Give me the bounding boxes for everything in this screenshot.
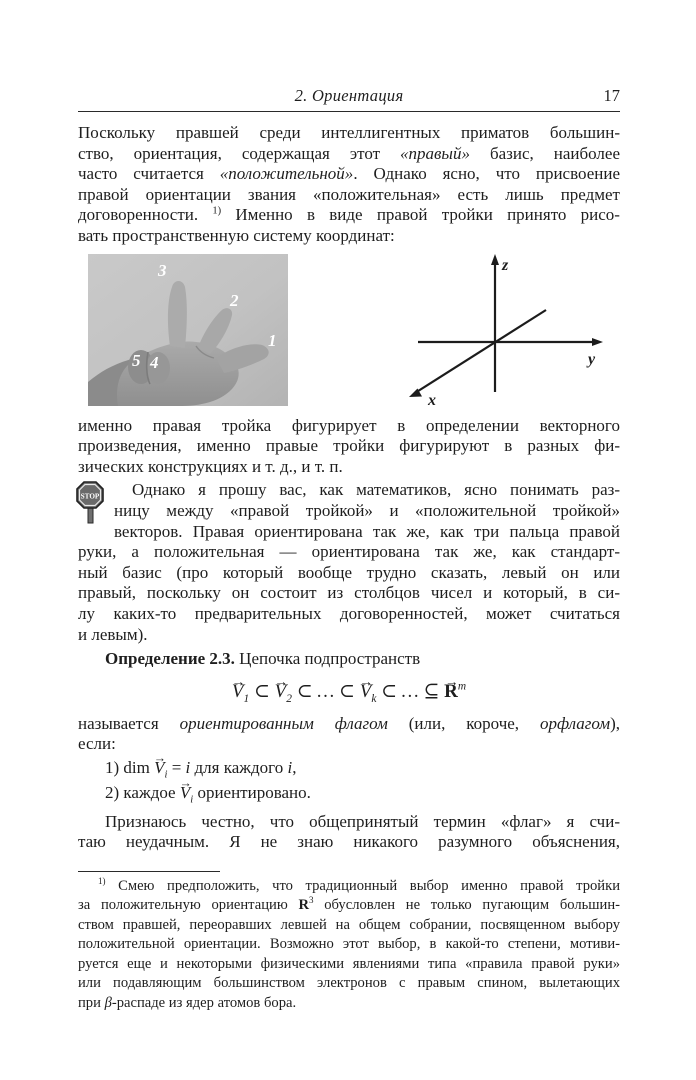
label-ring-finger: 4 (150, 352, 159, 372)
paragraph-right-triple (78, 416, 620, 478)
text-line: или подавляющим большинством электронов с правым спином, вылетающих (78, 975, 620, 992)
stop-sign-icon (75, 481, 105, 529)
label-thumb: 1 (268, 330, 277, 350)
paragraph-intro (78, 123, 620, 247)
paragraph-warning-lines (78, 480, 620, 645)
text-line: при β-распаде из ядер атомов бора. (78, 994, 297, 1011)
text-line: вать пространственную систему координат: (78, 225, 395, 245)
text-line: если: (78, 734, 116, 754)
coordinate-axes-figure (400, 250, 615, 410)
text-line: ный базис (про который вообще трудно сказать, левый он или (78, 562, 620, 582)
text-line: правый, поскольку он состоит из столбцов чисел и который, в си- (78, 583, 620, 603)
text-line: зических конструкциях и т. д., и т. п. (78, 456, 343, 476)
text-line: руки, а положительная — ориентирована так же, как стандарт- (78, 542, 620, 562)
text-line: Определение 2.3. Цепочка подпространств (105, 649, 421, 669)
y-axis-label: y (588, 350, 596, 368)
condition-2: 2) каждое $V \to_i$ ориентировано. (105, 780, 620, 805)
condition-1: 1) dim $V \to_i = i$ для каждого i, (105, 755, 620, 780)
label-middle-finger: 3 (158, 260, 167, 280)
text-line: правой ориентации звания «положительная» есть лишь предмет (78, 184, 620, 204)
subspace-chain-formula: $V \to_1$ ⊂ $V \to_2$ ⊂ … ⊂ $V \to_k$ ⊂ … ⊆ R →$^m$ (78, 670, 620, 709)
text-line: векторов. Правая ориентирована так же, как три пальца правой (114, 521, 620, 541)
text-line: ством правшей, переоравших левшей на общем собрании, посвященном выбору (78, 916, 620, 933)
middle-finger (168, 281, 187, 348)
stop-sign-post (88, 507, 93, 523)
x-axis-label: x (428, 391, 436, 409)
text-line: договоренности. $^{1)}$ Именно в виде правой тройки принято рисо- (78, 205, 620, 225)
right-hand-photo (88, 254, 288, 406)
text-line: часто считается «положительной». Однако ясно, что присвоение (78, 164, 620, 184)
footnote-text (78, 877, 620, 1013)
text-line: лу каких-то предварительных договоренностей, может считаться (78, 603, 620, 623)
text-line: произведения, именно правые тройки фигурируют в разных фи- (78, 436, 620, 456)
text-line: именно правая тройка фигурирует в определении векторного (78, 415, 620, 435)
page-header (78, 86, 620, 112)
paragraph-warning (78, 480, 620, 645)
footnote-rule (78, 871, 220, 872)
text-line: и левым). (78, 624, 148, 644)
text-line: ницу между «правой тройкой» и «положительной тройкой» (114, 500, 620, 520)
figure-row (78, 254, 620, 409)
text-line: Однако я прошу вас, как математиков, ясно понимать раз- (132, 480, 620, 500)
text-line: называется ориентированным флагом (или, короче, орфлагом), (78, 713, 620, 733)
text-line: руется еще и некоторыми физическими явлениями типа «правила правой руки» (78, 955, 620, 972)
y-arrowhead (592, 338, 603, 346)
z-arrowhead (491, 254, 499, 265)
label-index-finger: 2 (230, 290, 239, 310)
footnote (78, 871, 620, 1013)
z-axis-label: z (502, 256, 509, 274)
text-line: Поскольку правшей среди интеллигентных приматов большин- (78, 123, 620, 142)
definition-heading (78, 649, 620, 670)
text-line: положительной ориентации. Возможно этот выбор, в какой-то степени, мотиви- (78, 936, 620, 953)
text-line: таю неудачным. Я не знаю никакого разумного объяснения, (78, 832, 620, 852)
x-axis (415, 310, 546, 393)
chapter-title: 2. Ориентация (294, 86, 404, 105)
text-line: $^{1)}$ Смею предположить, что традиционный выбор именно правой тройки (98, 876, 620, 895)
text-line: Признаюсь честно, что общепринятый термин «флаг» я счи- (105, 811, 620, 831)
text-line: за положительную ориентацию $R^3$ обусловлен не только пугающим большин- (78, 895, 620, 914)
text-line: ство, ориентация, содержащая этот «правый» базис, наиболее (78, 143, 621, 163)
page-content (78, 86, 620, 1013)
paragraph-closing (78, 812, 620, 853)
definition-conditions (78, 755, 620, 805)
stop-sign-text: STOP (80, 492, 100, 501)
label-pinky-finger: 5 (132, 350, 141, 370)
page-number: 17 (603, 86, 620, 105)
